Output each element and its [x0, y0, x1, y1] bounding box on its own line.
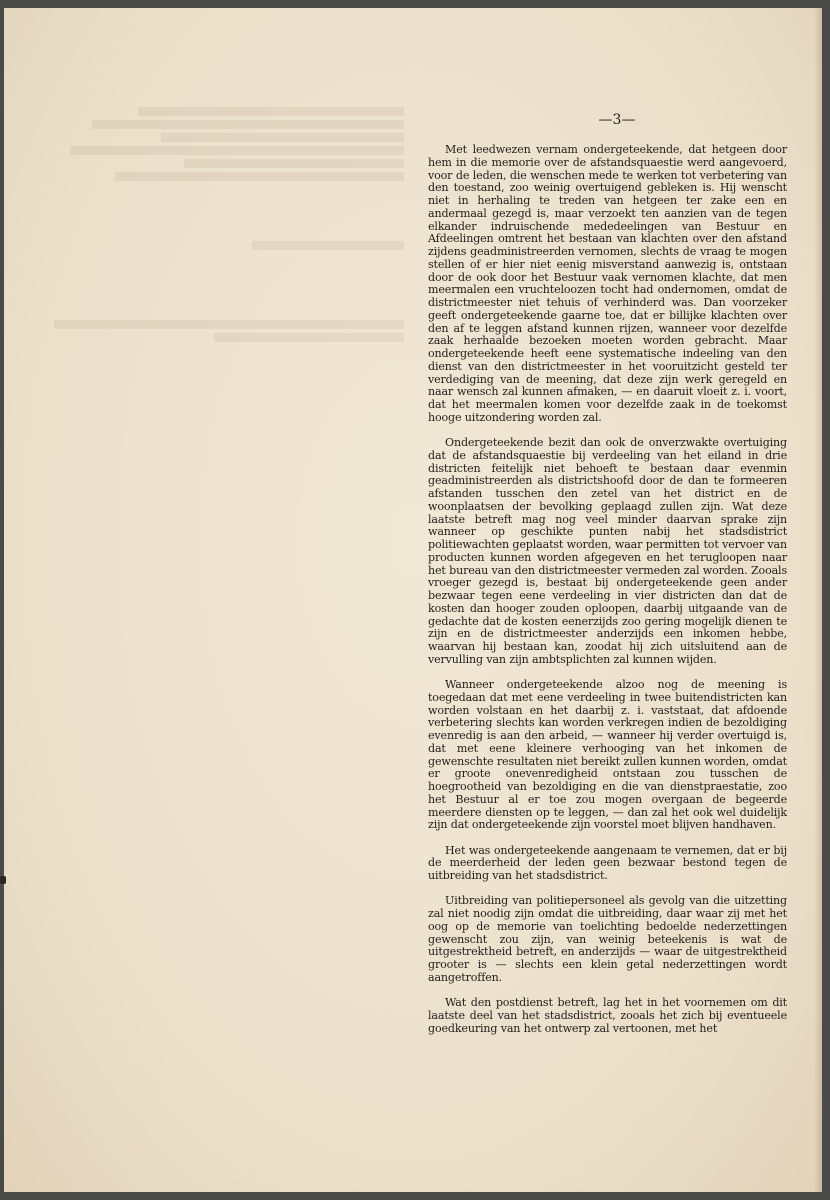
paragraph-drie-districten: Ondergeteekende bezit dan ook de onverzwakte overtuiging dat de afstandsquaestie bij verdeeling van het eiland in drie districten feitelijk niet behoeft te bestaan daar evenmin geadministreerden als districtshoofd door de dan te formeeren afstanden tusschen den zetel van het district en de woonplaatsen der bevolking geplaagd zullen zijn. Wat deze laatste betreft mag nog veel minder daarvan sprake zijn wanneer op geschikte punten nabij het stadsdistrict politiewachten geplaatst worden, waar permitten tot vervoer van producten kunnen worden afgegeven en het terugloopen naar het bureau van den districtmeester vermeden zal worden. Zooals vroeger gezegd is, bestaat bij ondergeteekende geen ander bezwaar tegen eene verdeeling in vier districten dan dat de kosten dan hooger zouden oploopen, daarbij uitgaande van de gedachte dat de kosten eenerzijds zoo gering mogelijk dienen te zijn en de districtmeester anderzijds een inkomen hebbe, waarvan hij bestaan kan, zoodat hij zich uitsluitend aan de vervulling van zijn ambtsplichten zal kunnen wijden. [428, 436, 787, 666]
binding-hole-mark [0, 876, 6, 884]
paragraph-postdienst: Wat den postdienst betreft, lag het in het voornemen om dit laatste deel van het stadsdistrict, zooals het zich bij eventueele goedkeuring van het ontwerp zal vertoonen, met het [428, 996, 787, 1035]
page-number: —3— [598, 112, 636, 128]
paragraph-uitbreiding-stadsdistrict: Het was ondergeteekende aangenaam te vernemen, dat er bij de meerderheid der leden geen bezwaar bestond tegen de uitbreiding van het stadsdistrict. [428, 843, 787, 882]
paragraph-twee-buitendistricten: Wanneer ondergeteekende alzoo nog de meening is toegedaan dat met eene verdeeling in twee buitendistricten kan worden volstaan en het daarbij z. i. vaststaat, dat afdoende verbetering slechts kan worden verkregen indien de bezoldiging evenredig is aan den arbeid, — wanneer hij verder overtuigd is, dat met eene kleinere verhooging van het inkomen de gewenschte resultaten niet bereikt zullen kunnen worden, omdat er groote onevenredigheid ontstaan zou tusschen de hoegrootheid van bezoldiging en die van dienstpraestatie, zoo het Bestuur al er toe zou mogen overgaan de begeerde meerdere diensten op te leggen, — dan zal het ook wel duidelijk zijn dat ondergeteekende zijn voorstel moet blijven handhaven. [428, 678, 787, 832]
bleed-through-texture [24, 103, 404, 703]
document-page [4, 8, 822, 1192]
page-edge-shadow [814, 8, 822, 1192]
paragraph-afstandsquaestie-memorie: Met leedwezen vernam ondergeteekende, dat hetgeen door hem in die memorie over de afstandsquaestie werd aangevoerd, voor de leden, die wenschen mede te werken tot verbetering van den toestand, zoo weinig overtuigend gebleken is. Hij wenscht niet in herhaling te treden van hetgeen ter zake een en andermaal gezegd is, maar verzoekt ten aanzien van de tegen elkander indruischende mededeelingen van Bestuur en Afdeelingen omtrent het bestaan van klachten over den afstand zijdens geadministreerden vernomen, slechts de vraag te mogen stellen of er hier niet eenig misverstand aanwezig is, ontstaan door de ook door het Bestuur vaak vernomen klachte, dat men meermalen een vruchteloozen tocht had ondernomen, omdat de districtmeester niet tehuis of verhinderd was. Dan voorzeker geeft ondergeteekende gaarne toe, dat er billijke klachten over den af te leggen afstand kunnen rijzen, wanneer voor dezelfde zaak herhaalde bezoeken moeten worden gebracht. Maar ondergeteekende heeft eene systematische indeeling van den dienst van den districtmeester in het vooruitzicht gesteld ter verdediging van de meening, dat deze zijn werk geregeld en naar wensch zal kunnen afmaken, — en daaruit vloeit z. i. voort, dat het meermalen komen voor dezelfde zaak in de toekomst hooge uitzondering worden zal. [428, 143, 787, 424]
paragraph-politiepersoneel: Uitbreiding van politiepersoneel als gevolg van die uitzetting zal niet noodig zijn omdat die uitbreiding, daar waar zij met het oog op de memorie van toelichting bedoelde nederzettingen gewenscht zou zijn, van weinig beteekenis is wat de uitgestrektheid betreft, en anderzijds — waar de uitgestrektheid grooter is — slechts een klein getal nederzettingen wordt aangetroffen. [428, 894, 787, 984]
body-text-column [428, 144, 787, 1048]
